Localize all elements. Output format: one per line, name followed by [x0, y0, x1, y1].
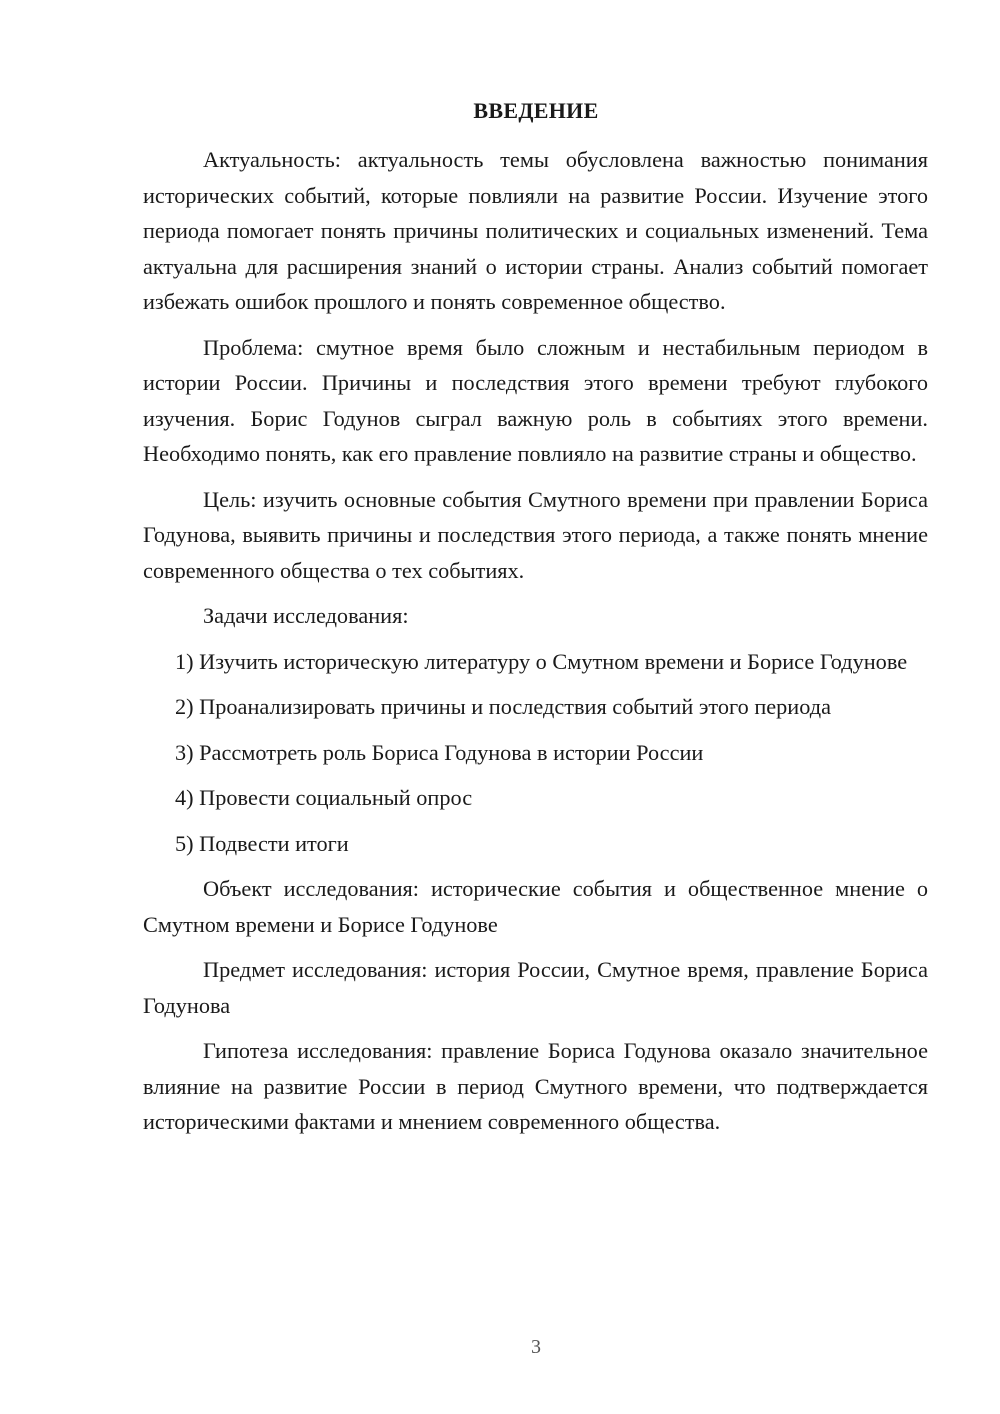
hypothesis-paragraph: Гипотеза исследования: правление Бориса Годунова оказало значительное влияние на развитие России в период Смутного времени, что подтверждается историческими фактами и мнением современного общества.: [143, 1038, 928, 1134]
subject-paragraph: Предмет исследования: история России, Смутное время, правление Бориса Годунова: [143, 957, 928, 1018]
task-item: 1) Изучить историческую литературу о Смутном времени и Борисе Годунове: [175, 648, 908, 674]
task-item: 3) Рассмотреть роль Бориса Годунова в истории России: [175, 739, 704, 765]
section-heading: ВВЕДЕНИЕ: [473, 98, 599, 123]
tasks-heading: Задачи исследования:: [203, 603, 409, 628]
body-text: [143, 142, 928, 1150]
page-number: 3: [531, 1336, 541, 1358]
task-item: 4) Провести социальный опрос: [175, 785, 473, 810]
relevance-paragraph: Актуальность: актуальность темы обусловлена важностью понимания исторических событий, которые повлияли на развитие России. Изучение этого периода помогает понять причины политических и социальных изменений. Тема актуальна для расширения знаний о истории страны. Анализ событий помогает избежать ошибок прошлого и понять современное общество.: [143, 147, 928, 314]
problem-paragraph: Проблема: смутное время было сложным и нестабильным периодом в истории России. Причины и последствия этого времени требуют глубокого изучения. Борис Годунов сыграл важную роль в событиях этого времени. Необходимо понять, как его правление повлияло на развитие страны и общество.: [143, 334, 928, 466]
task-item: 5) Подвести итоги: [175, 830, 349, 856]
goal-paragraph: Цель: изучить основные события Смутного времени при правлении Бориса Годунова, выявить причины и последствия этого периода, а также понять мнение современного общества о тех событиях.: [143, 486, 928, 583]
task-item: 2) Проанализировать причины и последствия событий этого периода: [175, 694, 831, 719]
object-paragraph: Объект исследования: исторические события и общественное мнение о Смутном времени и Борисе Годунове: [143, 876, 928, 937]
